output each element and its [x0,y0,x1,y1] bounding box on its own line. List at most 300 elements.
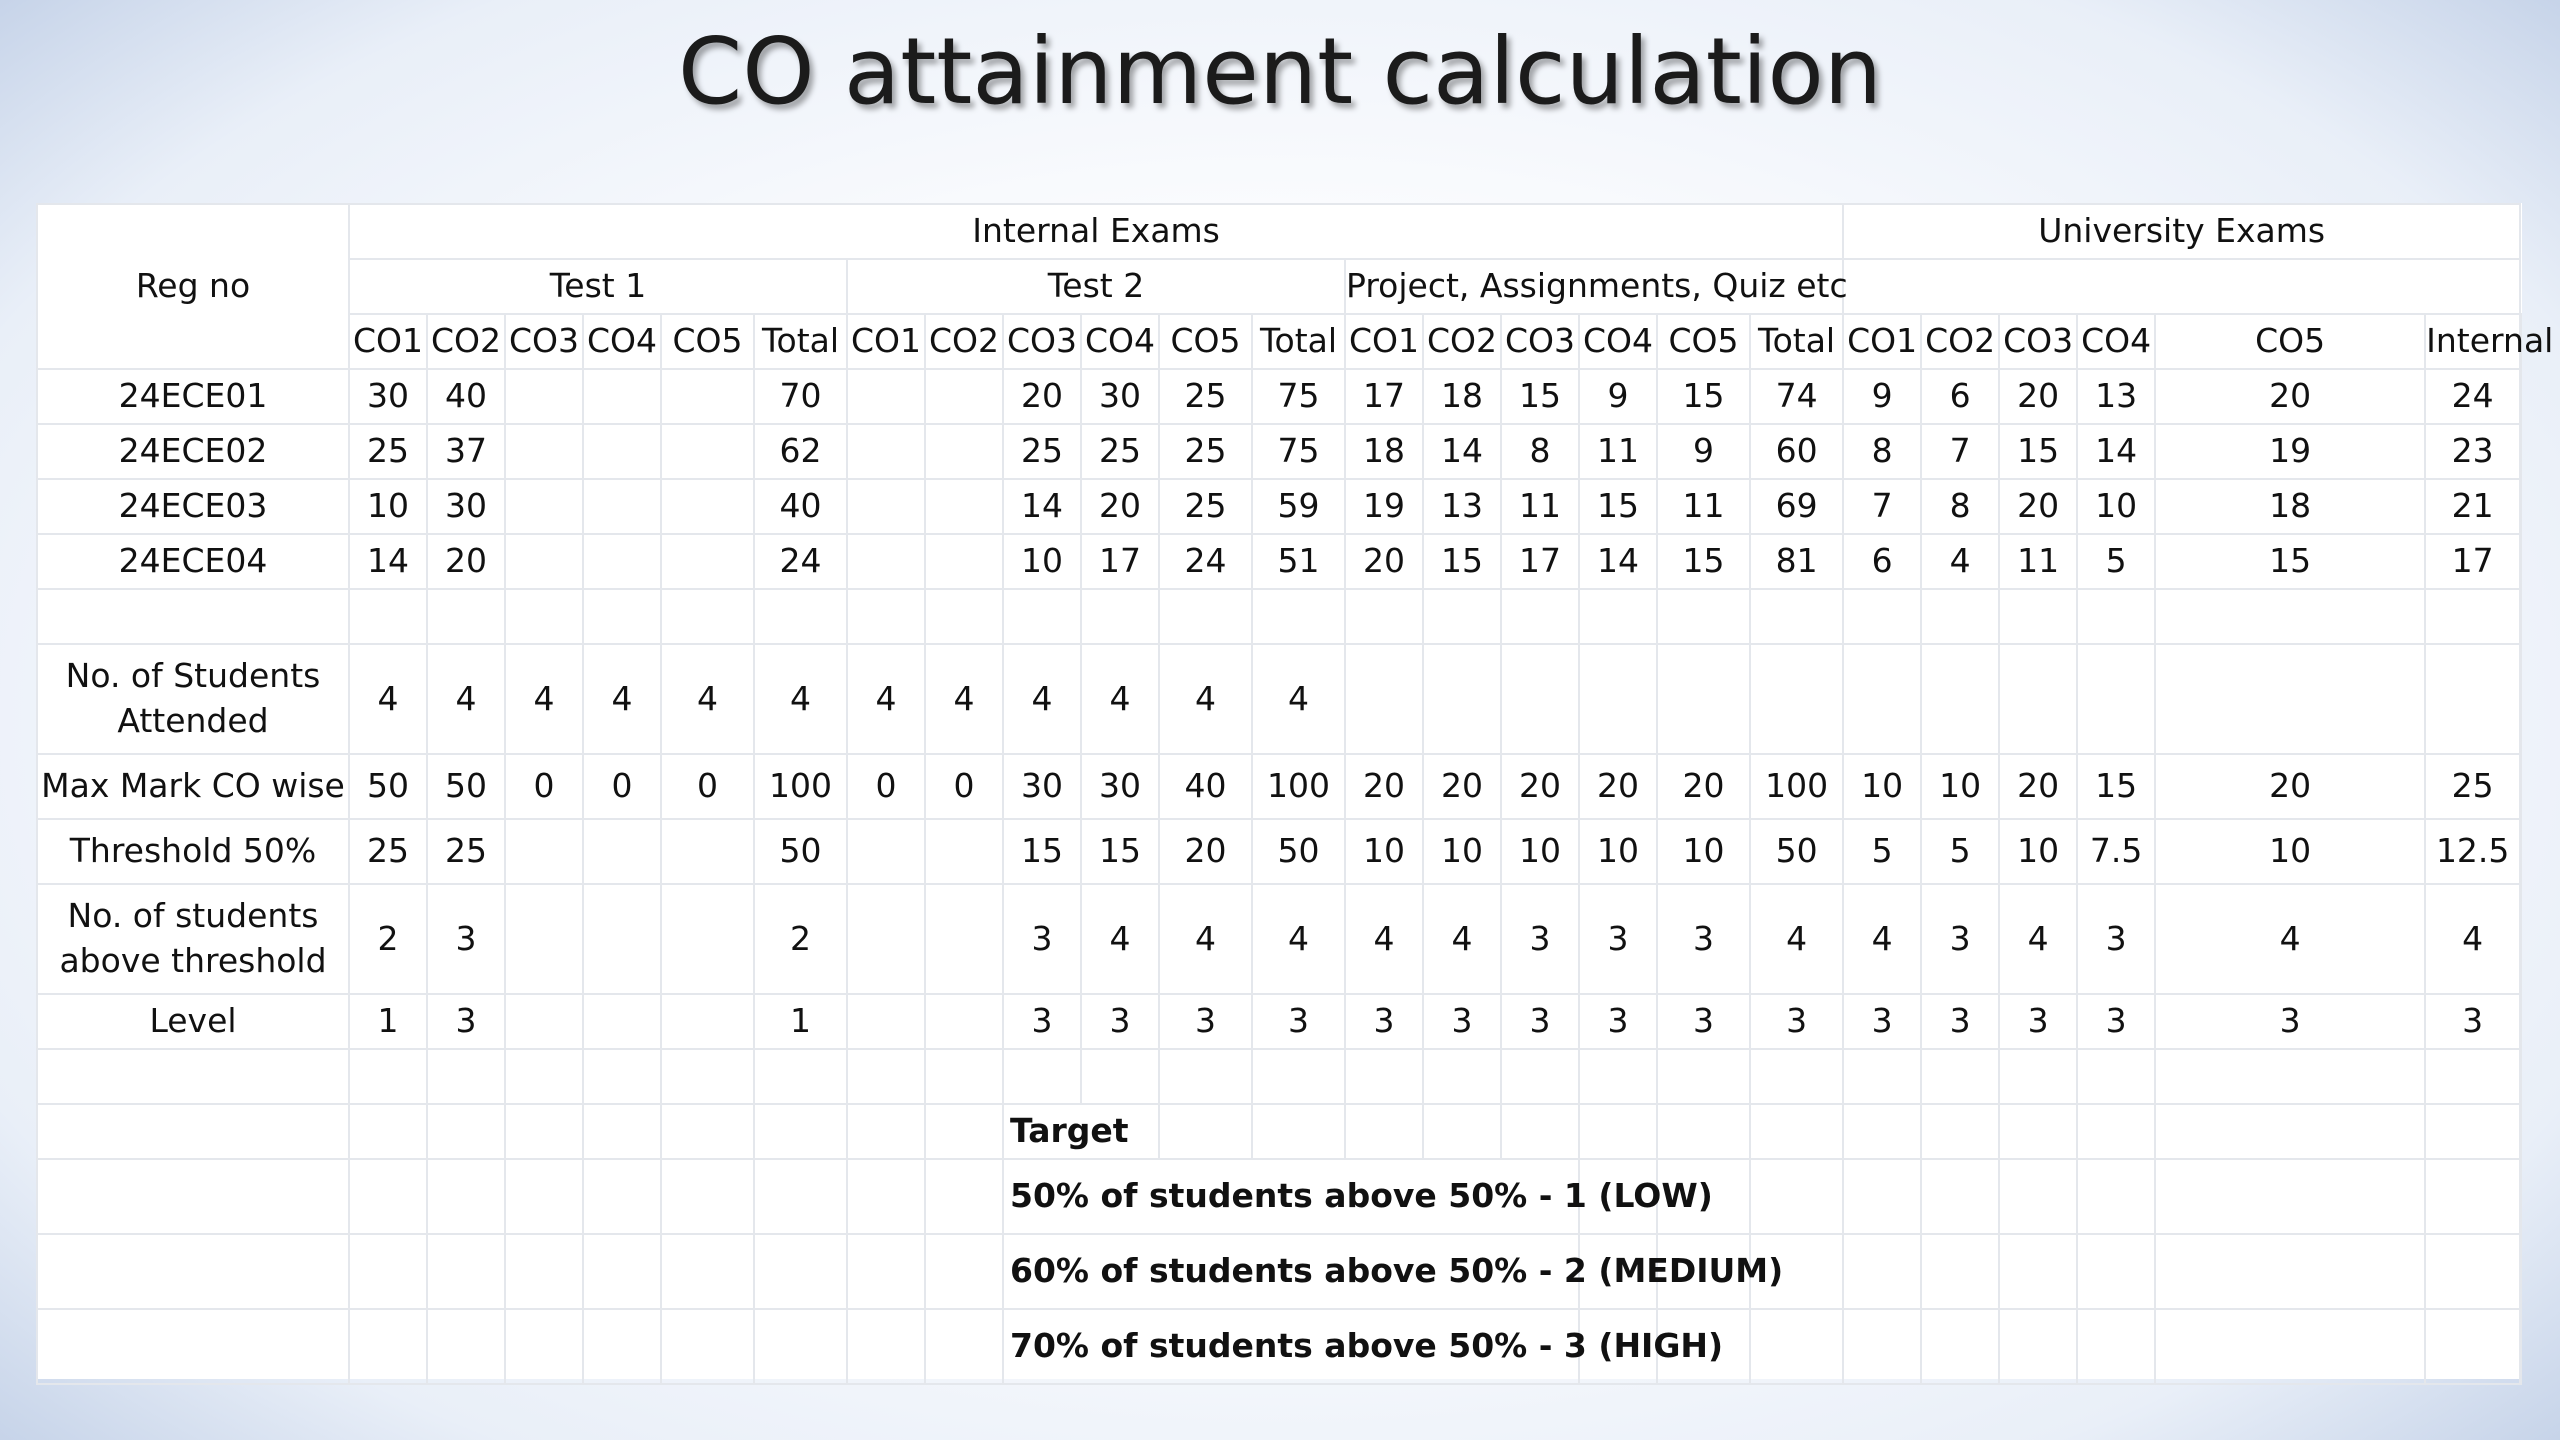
mark-cell [661,534,754,589]
column-header: CO5 [1657,314,1750,369]
summary-value: 50 [427,754,505,819]
summary-value [925,994,1003,1049]
mark-cell [2520,369,2521,424]
mark-cell [925,369,1003,424]
summary-value: 10 [1999,819,2077,884]
empty-cell [661,1159,754,1234]
summary-value: 3 [1159,994,1252,1049]
summary-value [505,819,583,884]
mark-cell: 14 [1579,534,1657,589]
summary-value: 0 [583,754,661,819]
mark-cell: 74 [1750,369,1843,424]
mark-cell: 25 [1003,424,1081,479]
summary-value: 20 [1423,754,1501,819]
summary-value: 4 [847,644,925,754]
summary-value: 4 [1159,884,1252,994]
mark-cell: 14 [2077,424,2155,479]
empty-cell [1750,1049,1843,1104]
mark-cell: 6 [1843,534,1921,589]
empty-cell [2155,1104,2425,1159]
empty-cell [1999,589,2077,644]
empty-cell [1159,589,1252,644]
mark-cell: 25 [1081,424,1159,479]
mark-cell: 30 [427,479,505,534]
summary-value: 50 [349,754,427,819]
empty-cell [1999,1159,2077,1234]
mark-cell: 30 [349,369,427,424]
summary-value [583,819,661,884]
summary-value [1750,644,1843,754]
mark-cell [661,424,754,479]
summary-value: 15 [1003,819,1081,884]
summary-value: 3 [1003,884,1081,994]
summary-value: 4 [1252,884,1345,994]
column-header: CO3 [1003,314,1081,369]
empty-cell [1657,1104,1750,1159]
empty-cell [1501,589,1579,644]
summary-value: 3 [1657,884,1750,994]
empty-cell [427,589,505,644]
empty-cell [505,1104,583,1159]
summary-value: 15 [2077,754,2155,819]
summary-value: 20 [1657,754,1750,819]
summary-value [2520,819,2521,884]
empty-cell [1345,1104,1423,1159]
empty-cell [1657,589,1750,644]
summary-value: 1 [349,994,427,1049]
summary-value: 50 [1750,819,1843,884]
mark-cell [661,479,754,534]
summary-value: 50 [754,819,847,884]
empty-cell [1081,1049,1159,1104]
summary-value: 0 [505,754,583,819]
column-header: CO1 [349,314,427,369]
mark-cell: 20 [1345,534,1423,589]
summary-value: 4 [505,644,583,754]
summary-value: 10 [1423,819,1501,884]
summary-value [2155,644,2425,754]
empty-cell [583,1234,661,1309]
empty-cell [2155,1309,2425,1384]
mark-cell: 25 [1159,424,1252,479]
mark-cell [583,534,661,589]
summary-value: 3 [1750,994,1843,1049]
empty-cell [2155,1159,2425,1234]
empty-cell [2425,1159,2520,1234]
summary-value: 0 [661,754,754,819]
empty-cell [583,1309,661,1384]
empty-cell [1921,1104,1999,1159]
column-header: CO5 [661,314,754,369]
mark-cell: 20 [1003,369,1081,424]
summary-value [583,884,661,994]
summary-value [2520,754,2521,819]
summary-value: 10 [2155,819,2425,884]
mark-cell: 10 [349,479,427,534]
mark-cell: 15 [1657,534,1750,589]
target-line: 50% of students above 50% - 1 (LOW) [1003,1159,1579,1234]
column-header: CO1 [847,314,925,369]
empty-cell [349,1234,427,1309]
mark-cell: 18 [1345,424,1423,479]
empty-cell [2520,1159,2521,1234]
empty-cell [847,1159,925,1234]
summary-value: 0 [925,754,1003,819]
mark-cell: 21 [2425,479,2520,534]
mark-cell: 24 [754,534,847,589]
mark-cell: 6 [1921,369,1999,424]
mark-cell: 15 [1657,369,1750,424]
summary-value [1579,644,1657,754]
empty-cell [2520,589,2521,644]
summary-value: 10 [1501,819,1579,884]
summary-value [847,819,925,884]
empty-cell [349,1159,427,1234]
column-header: Internal [2425,314,2520,369]
table-row [37,369,2521,424]
column-header: CO2 [1423,314,1501,369]
empty-cell [1999,1234,2077,1309]
empty-cell [2077,1104,2155,1159]
empty-cell [1159,1049,1252,1104]
empty-cell [2077,1309,2155,1384]
co-attainment-table [36,203,2554,1385]
reg-no-cell: 24ECE03 [37,479,349,534]
empty-cell [427,1234,505,1309]
empty-cell [2425,1234,2520,1309]
summary-value: 3 [1423,994,1501,1049]
university-subheader-blank [1843,259,2520,314]
empty-cell [847,589,925,644]
summary-label: Threshold 50% [37,819,349,884]
mark-cell [583,424,661,479]
empty-cell [427,1104,505,1159]
summary-value [505,884,583,994]
empty-cell [37,589,349,644]
empty-cell [1921,1309,1999,1384]
summary-value: 3 [1345,994,1423,1049]
empty-cell [1579,1049,1657,1104]
header-row-columns [37,314,2521,369]
mark-cell: 20 [1081,479,1159,534]
empty-cell [1750,1159,1843,1234]
summary-value: 3 [2077,884,2155,994]
empty-cell [661,589,754,644]
empty-cell [661,1049,754,1104]
empty-cell [2155,589,2425,644]
summary-value: 100 [1252,754,1345,819]
summary-value: 12.5 [2425,819,2520,884]
empty-cell [925,1309,1003,1384]
empty-cell [505,1159,583,1234]
empty-cell [2520,1234,2521,1309]
summary-value [661,819,754,884]
spacer-row [37,589,2521,644]
empty-cell [1843,1159,1921,1234]
empty-cell [2520,1309,2521,1384]
table-row [37,424,2521,479]
mark-cell: 7 [1843,479,1921,534]
empty-cell [1657,1049,1750,1104]
summary-value: 3 [2425,994,2520,1049]
empty-cell [847,1234,925,1309]
summary-value: 4 [1081,644,1159,754]
mark-cell [2520,479,2521,534]
mark-cell [925,479,1003,534]
column-header: CO4 [583,314,661,369]
summary-value: 4 [1999,884,2077,994]
summary-label: No. of students above threshold [37,884,349,994]
empty-cell [505,1049,583,1104]
mark-cell [2520,424,2521,479]
empty-cell [754,589,847,644]
summary-value: 7.5 [2077,819,2155,884]
empty-cell [583,1104,661,1159]
empty-cell [349,1309,427,1384]
empty-cell [661,1104,754,1159]
university-exams-header: University Exams [1843,204,2520,259]
empty-cell [427,1049,505,1104]
mark-cell: 15 [1423,534,1501,589]
summary-row [37,819,2521,884]
mark-cell: 17 [1081,534,1159,589]
slide-title: CO attainment calculation [677,18,1883,125]
summary-value [505,994,583,1049]
empty-cell [847,1104,925,1159]
empty-cell [2425,1309,2520,1384]
summary-value: 3 [1999,994,2077,1049]
target-row [37,1309,2521,1384]
mark-cell [505,424,583,479]
summary-row [37,994,2521,1049]
mark-cell: 17 [1501,534,1579,589]
summary-value: 20 [2155,754,2425,819]
empty-cell [2077,589,2155,644]
mark-cell: 81 [1750,534,1843,589]
summary-value: 2 [349,884,427,994]
empty-cell [2077,1049,2155,1104]
summary-value: 25 [349,819,427,884]
mark-cell: 8 [1501,424,1579,479]
summary-value: 3 [1921,884,1999,994]
empty-cell [661,1234,754,1309]
empty-cell [2425,589,2520,644]
target-line: 70% of students above 50% - 3 (HIGH) [1003,1309,1579,1384]
empty-cell [2077,1234,2155,1309]
mark-cell: 18 [2155,479,2425,534]
summary-value [2520,884,2521,994]
column-header: CO3 [1501,314,1579,369]
summary-value: 30 [1081,754,1159,819]
reg-no-cell: 24ECE02 [37,424,349,479]
empty-cell [2425,1049,2520,1104]
empty-cell [37,1104,349,1159]
empty-cell [1423,1104,1501,1159]
summary-value: 3 [2155,994,2425,1049]
summary-value: 2 [754,884,847,994]
mark-cell: 20 [1999,369,2077,424]
empty-cell [427,1309,505,1384]
header-row-tests [37,259,2521,314]
summary-value [925,819,1003,884]
mark-cell: 8 [1921,479,1999,534]
summary-value: 4 [427,644,505,754]
column-header: CO3 [505,314,583,369]
mark-cell: 4 [1921,534,1999,589]
empty-cell [349,1049,427,1104]
empty-cell [1501,1049,1579,1104]
empty-cell [925,1159,1003,1234]
summary-value: 4 [925,644,1003,754]
summary-value [1345,644,1423,754]
summary-value: 4 [2425,884,2520,994]
summary-value: 4 [1252,644,1345,754]
mark-cell [505,534,583,589]
summary-value: 3 [1501,994,1579,1049]
mark-cell: 25 [1159,479,1252,534]
empty-cell [1843,1234,1921,1309]
column-header: CO2 [925,314,1003,369]
mark-cell: 15 [2155,534,2425,589]
empty-cell [1252,1104,1345,1159]
empty-cell [349,589,427,644]
mark-cell: 75 [1252,369,1345,424]
mark-cell: 5 [2077,534,2155,589]
summary-value: 100 [754,754,847,819]
mark-cell: 37 [427,424,505,479]
empty-cell [1252,1049,1345,1104]
summary-value: 3 [1579,994,1657,1049]
mark-cell [925,534,1003,589]
test1-header: Test 1 [349,259,847,314]
empty-cell [583,1159,661,1234]
empty-cell [661,1309,754,1384]
mark-cell: 20 [1999,479,2077,534]
summary-value: 3 [1252,994,1345,1049]
column-header: CO1 [1843,314,1921,369]
summary-value [1921,644,1999,754]
empty-cell [349,1104,427,1159]
mark-cell [847,534,925,589]
summary-value [925,884,1003,994]
summary-value [2077,644,2155,754]
summary-value: 4 [349,644,427,754]
co-attainment-table-container [36,203,2554,1379]
mark-cell [661,369,754,424]
target-row [37,1104,2521,1159]
summary-value: 20 [1999,754,2077,819]
empty-cell [754,1159,847,1234]
empty-cell [505,1309,583,1384]
mark-cell: 59 [1252,479,1345,534]
summary-value: 4 [1003,644,1081,754]
summary-value: 10 [1579,819,1657,884]
empty-cell [1003,1049,1081,1104]
summary-value: 10 [1657,819,1750,884]
summary-value: 20 [1159,819,1252,884]
column-header: CO2 [1921,314,1999,369]
internal-exams-header: Internal Exams [349,204,1843,259]
empty-cell [37,1049,349,1104]
summary-value: 3 [2077,994,2155,1049]
mark-cell: 7 [1921,424,1999,479]
mark-cell [925,424,1003,479]
spacer-row [37,1049,2521,1104]
summary-value [2425,644,2520,754]
summary-value: 4 [2155,884,2425,994]
empty-cell [754,1049,847,1104]
column-header: Total [754,314,847,369]
empty-cell [925,1104,1003,1159]
mark-cell: 24 [2425,369,2520,424]
target-row [37,1159,2521,1234]
mark-cell [2520,534,2521,589]
empty-cell [1999,1309,2077,1384]
mark-cell: 17 [1345,369,1423,424]
mark-cell: 11 [1657,479,1750,534]
mark-cell: 69 [1750,479,1843,534]
empty-cell [505,1234,583,1309]
empty-cell [1921,589,1999,644]
summary-value [847,884,925,994]
mark-cell [505,479,583,534]
summary-value [583,994,661,1049]
summary-value: 4 [1345,884,1423,994]
header-row-exams [37,204,2521,259]
mark-cell: 15 [1501,369,1579,424]
summary-value [1423,644,1501,754]
empty-cell [1081,589,1159,644]
mark-cell: 9 [1843,369,1921,424]
empty-cell [925,1049,1003,1104]
summary-value [2520,994,2521,1049]
mark-cell: 10 [1003,534,1081,589]
summary-value: 3 [1501,884,1579,994]
empty-cell [2155,1049,2425,1104]
summary-value [1999,644,2077,754]
empty-cell [754,1309,847,1384]
table-body [37,204,2554,1384]
empty-cell [847,1049,925,1104]
empty-cell [754,1234,847,1309]
summary-value: 10 [1345,819,1423,884]
summary-value: 3 [1843,994,1921,1049]
mark-cell: 9 [1579,369,1657,424]
mark-cell [847,479,925,534]
empty-cell [2077,1159,2155,1234]
empty-cell [1003,589,1081,644]
summary-value: 20 [1579,754,1657,819]
summary-value [661,884,754,994]
summary-value: 50 [1252,819,1345,884]
mark-cell: 70 [754,369,847,424]
reg-no-cell: 24ECE01 [37,369,349,424]
mark-cell [505,369,583,424]
empty-cell [1921,1049,1999,1104]
empty-cell [1843,1309,1921,1384]
empty-cell [1345,1049,1423,1104]
test2-header: Test 2 [847,259,1345,314]
mark-cell: 15 [1999,424,2077,479]
mark-cell [583,479,661,534]
summary-value: 5 [1921,819,1999,884]
mark-cell: 11 [1579,424,1657,479]
empty-cell [2520,1049,2521,1104]
mark-cell: 14 [1423,424,1501,479]
column-header: CO2 [427,314,505,369]
summary-value: 4 [1423,884,1501,994]
summary-value: 3 [1921,994,1999,1049]
